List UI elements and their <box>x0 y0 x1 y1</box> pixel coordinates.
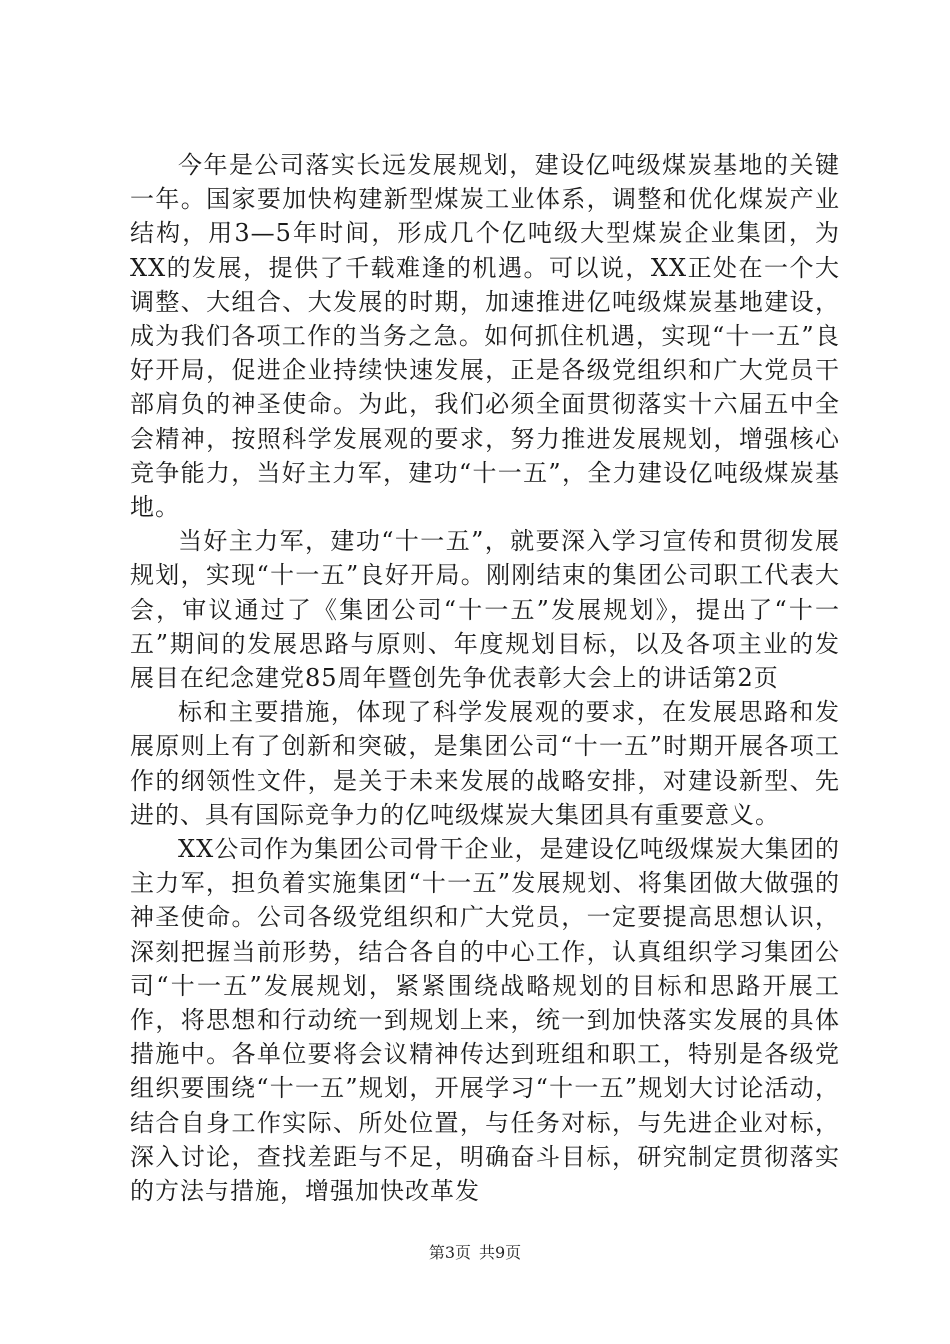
document-body <box>130 148 840 1208</box>
page-number: 第3页 <box>428 1243 471 1262</box>
page-footer <box>0 1243 950 1263</box>
page-total: 共9页 <box>479 1243 522 1262</box>
paragraph-4: XX公司作为集团公司骨干企业，是建设亿吨级煤炭大集团的主力军，担负着实施集团“十一五”发展规划、将集团做大做强的神圣使命。公司各级党组织和广大党员，一定要提高思想认识，深刻把握当前形势，结合各自的中心工作，认真组织学习集团公司“十一五”发展规划，紧紧围绕战略规划的目标和思路开展工作，将思想和行动统一到规划上来，统一到加快落实发展的具体措施中。各单位要将会议精神传达到班组和职工，特别是各级党组织要围绕“十一五”规划，开展学习“十一五”规划大讨论活动，结合自身工作实际、所处位置，与任务对标，与先进企业对标，深入讨论，查找差距与不足，明确奋斗目标，研究制定贯彻落实的方法与措施，增强加快改革发 <box>130 835 840 1206</box>
paragraph-2: 当好主力军，建功“十一五”，就要深入学习宣传和贯彻发展规划，实现“十一五”良好开局。刚刚结束的集团公司职工代表大会，审议通过了《集团公司“十一五”发展规划》，提出了“十一五”期间的发展思路与原则、年度规划目标，以及各项主业的发展目在纪念建党85周年暨创先争优表彰大会上的讲话第2页 <box>130 527 840 693</box>
paragraph-1: 今年是公司落实长远发展规划，建设亿吨级煤炭基地的关键一年。国家要加快构建新型煤炭工业体系，调整和优化煤炭产业结构，用3—5年时间，形成几个亿吨级大型煤炭企业集团，为XX的发展，提供了千载难逢的机遇。可以说，XX正处在一个大调整、大组合、大发展的时期，加速推进亿吨级煤炭基地建设，成为我们各项工作的当务之急。如何抓住机遇，实现“十一五”良好开局，促进企业持续快速发展，正是各级党组织和广大党员干部肩负的神圣使命。为此，我们必须全面贯彻落实十六届五中全会精神，按照科学发展观的要求，努力推进发展规划，增强核心竞争能力，当好主力军，建功“十一五”，全力建设亿吨级煤炭基地。 <box>130 151 840 522</box>
paragraph-3: 标和主要措施，体现了科学发展观的要求，在发展思路和发展原则上有了创新和突破，是集团公司“十一五”时期开展各项工作的纲领性文件，是关于未来发展的战略安排，对建设新型、先进的、具有国际竞争力的亿吨级煤炭大集团具有重要意义。 <box>130 698 840 829</box>
